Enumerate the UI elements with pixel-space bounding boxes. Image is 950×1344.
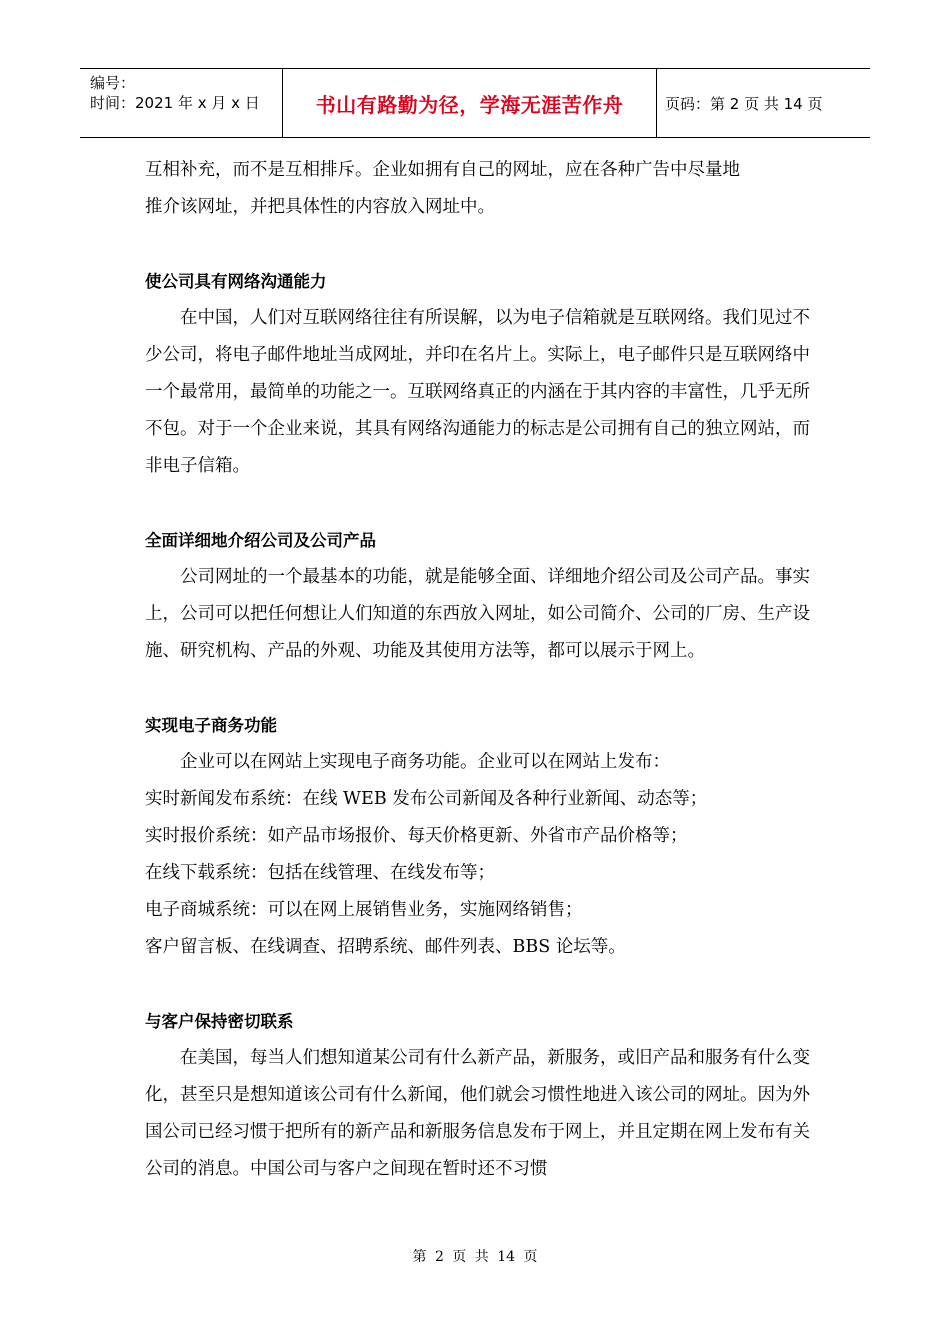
- header-meta: [80, 69, 282, 137]
- section-paragraph: 公司网址的一个最基本的功能，就是能够全面、详细地介绍公司及公司产品。事实上，公司可以把任何想让人们知道的东西放入网址，如公司简介、公司的厂房、生产设施、研究机构、产品的外观、功能及其使用方法等，都可以展示于网上。: [145, 567, 810, 661]
- section-paragraph: 在美国，每当人们想知道某公司有什么新产品，新服务，或旧产品和服务有什么变化，甚至只是想知道该公司有什么新闻，他们就会习惯性地进入该公司的网址。因为外国公司已经习惯于把所有的新产品和新服务信息发布于网上，并且定期在网上发布有关公司的消息。中国公司与客户之间现在暂时还不习惯: [145, 1048, 810, 1179]
- paragraph-line: 互相补充，而不是互相排斥。企业如拥有自己的网址，应在各种广告中尽量地: [145, 160, 740, 180]
- section-heading: 实现电子商务功能: [145, 716, 277, 735]
- list-item: 客户留言板、在线调查、招聘系统、邮件列表、BBS 论坛等。: [145, 937, 626, 957]
- list-item: 在线下载系统：包括在线管理、在线发布等；: [145, 863, 495, 883]
- section-paragraph: 在中国，人们对互联网络往往有所误解，以为电子信箱就是互联网络。我们见过不少公司，将电子邮件地址当成网址，并印在名片上。实际上，电子邮件只是互联网络中一个最常用，最简单的功能之一。互联网络真正的内涵在于其内容的丰富性，几乎无所不包。对于一个企业来说，其具有网络沟通能力的标志是公司拥有自己的独立网站，而非电子信箱。: [145, 308, 810, 476]
- section-heading: 全面详细地介绍公司及公司产品: [145, 531, 376, 550]
- list-item: 实时报价系统：如产品市场报价、每天价格更新、外省市产品价格等；: [145, 826, 688, 846]
- document-body: [145, 152, 810, 1188]
- header-motto: 书山有路勤为径，学海无涯苦作舟: [282, 69, 657, 137]
- number-label: 编号：: [90, 74, 136, 92]
- list-item: 电子商城系统：可以在网上展销售业务，实施网络销售；: [145, 900, 583, 920]
- page-header: [80, 68, 870, 138]
- time-label: 时间：2021 年 x 月 x 日: [90, 94, 260, 112]
- section-paragraph: 企业可以在网站上实现电子商务功能。企业可以在网站上发布：: [180, 752, 670, 772]
- section-heading: 与客户保持密切联系: [145, 1012, 294, 1031]
- paragraph-line: 推介该网址，并把具体性的内容放入网址中。: [145, 197, 495, 217]
- list-item: 实时新闻发布系统：在线 WEB 发布公司新闻及各种行业新闻、动态等；: [145, 789, 708, 809]
- section-heading: 使公司具有网络沟通能力: [145, 272, 327, 291]
- header-page-info: 页码：第 2 页 共 14 页: [665, 94, 823, 113]
- page-footer: 第 2 页 共 14 页: [412, 1249, 538, 1265]
